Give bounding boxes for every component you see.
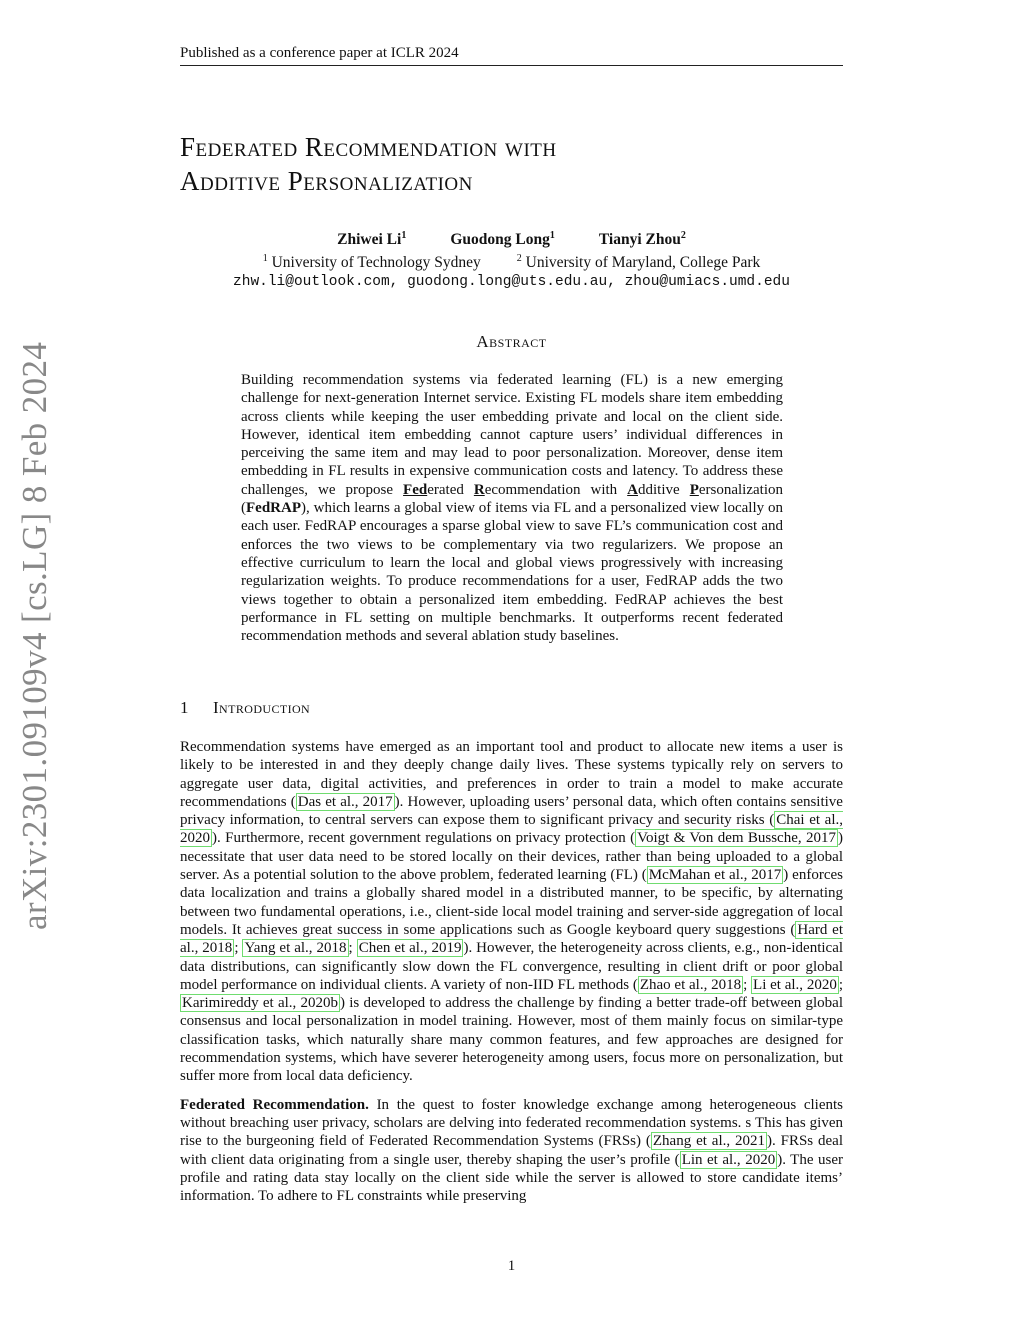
affiliation-2: $^2$ University of Maryland, College Park bbox=[516, 253, 761, 272]
author-3: Tianyi Zhou$^2$ bbox=[598, 230, 686, 249]
paper-title bbox=[180, 130, 843, 198]
section-number: 1 bbox=[180, 698, 189, 717]
author-emails[interactable]: zhw.li@outlook.com, guodong.long@uts.edu.au, zhou@umiacs.umd.edu bbox=[233, 274, 790, 291]
citation-link[interactable]: Das et al., 2017 bbox=[297, 793, 393, 810]
paragraph: Recommendation systems have emerged as an important tool and product to allocate new items a user is likely to be interested in and they deeply change daily lives. These systems typically rely on servers to aggregate user data, digital activities, and preferences in order to train a model to make accurate recommendations ( Das et al., 2017 ). However, uploading users’ personal data, which often contains sensitive privacy information, to central servers can expose them to significant privacy and security risks ( Chai et al., 2020 ). Furthermore, recent government regulations on privacy protection ( Voigt & Von dem Bussche, 2017 ) necessitate that user data need to be stored locally on their devices, rather than being uploaded to a global server. As a potential solution to the above problem, federated learning (FL) ( McMahan et al., 2017 ) enforces data localization and trains a globally shared model in a distributed manner, to be specific, by alternating between two fundamental operations, i.e., client-side local model training and server-side aggregation of local models. It achieves great success in some applications such as Google keyboard query suggestions ( Hard et al., 2018 ; Yang et al., 2018 ; Chen et al., 2019 ). However, the heterogeneity across clients, e.g., non-identical data distributions, can significantly slow down the FL convergence, resulting in client drift or poor global model performance on individual clients. A variety of non-IID FL methods ( Zhao et al., 2018 ; Li et al., 2020 ; Karimireddy et al., 2020b ) is developed to address the challenge by finding a better trade-off between global consensus and local personalization in model training. However, most of them mainly focus on similar-type classification tasks, which naturally share many common features, and few approaches are designed for recommendation systems, which have severer heterogeneity among users, focus more on personalization, but suffer more from local data deficiency. bbox=[180, 739, 844, 1085]
citation-link[interactable]: Chai et al., 2020 bbox=[180, 812, 843, 847]
paragraph-lead: Federated Recommendation. bbox=[180, 1096, 369, 1113]
citation-link[interactable]: Lin et al., 2020 bbox=[681, 1151, 776, 1168]
running-header: Published as a conference paper at ICLR 2024 bbox=[180, 44, 843, 66]
citation-link[interactable]: Yang et al., 2018 bbox=[244, 940, 347, 957]
title-line-2: Additive Personalization bbox=[180, 166, 473, 196]
page-number: 1 bbox=[507, 1258, 516, 1274]
abstract-heading: Abstract bbox=[476, 332, 547, 351]
citation-link[interactable]: Chen et al., 2019 bbox=[358, 940, 462, 957]
arxiv-identifier: arXiv:2301.09109v4 [cs.LG] 8 Feb 2024 bbox=[15, 341, 54, 930]
abstract-text: Building recommendation systems via federated learning (FL) is a new emerging challenge for next-generation Internet service. Existing FL models share item embedding across clients while keeping the user embedding private and local on the client side. However, identical item embedding cannot capture users’ individual differences in perceiving the same item and may lead to poor personalization. Moreover, dense item embedding in FL results in expensive communication costs and latency. To address these challenges, we propose Federated Recommendation with Additive Personalization (FedRAP), which learns a global view of items via FL and a personalized view locally on each user. FedRAP encourages a sparse global view to save FL’s communication cost and enforces the two views to be complementary via two regularizers. We propose an effective curriculum to learn the local and global views progressively with increasing regularization weights. To produce recommendations for a user, FedRAP adds the two views together to obtain a personalized item embedding. FedRAP achieves the best performance in FL setting on multiple benchmarks. It outperforms recent federated recommendation methods and several ablation study baselines. bbox=[241, 372, 783, 645]
citation-link[interactable]: Karimireddy et al., 2020b bbox=[182, 995, 339, 1012]
affiliation-1: $^1$ University of Technology Sydney bbox=[262, 253, 481, 272]
section-title: Introduction bbox=[213, 698, 311, 717]
title-line-1: Federated Recommendation with bbox=[180, 132, 557, 162]
citation-link[interactable]: McMahan et al., 2017 bbox=[648, 867, 782, 884]
citation-link[interactable]: Li et al., 2020 bbox=[753, 976, 837, 993]
citation-link[interactable]: Voigt & Von dem Bussche, 2017 bbox=[637, 830, 836, 847]
citation-link[interactable]: Hard et al., 2018 bbox=[180, 921, 843, 957]
author-names bbox=[180, 226, 843, 249]
author-2: Guodong Long$^1$ bbox=[450, 230, 555, 249]
author-1: Zhiwei Li$^1$ bbox=[337, 230, 407, 249]
section-heading-introduction bbox=[180, 698, 843, 718]
author-block bbox=[180, 226, 843, 292]
citation-link[interactable]: Zhang et al., 2021 bbox=[652, 1133, 765, 1150]
introduction-body bbox=[180, 738, 843, 1215]
paragraph: Federated Recommendation. In the quest to foster knowledge exchange among heterogeneous clients without breaching user privacy, scholars are delving into federated recommendation systems. s This has given rise to the burgeoning field of Federated Recommendation Systems (FRSs) ( Zhang et al., 2021 ). FRSs deal with client data originating from a single user, thereby shaping the user’s profile ( Lin et al., 2020 ). The user profile and rating data stay locally on the client side while the server is allowed to store candidate items’ information. To adhere to FL constraints while preserving bbox=[180, 1096, 844, 1205]
affiliations bbox=[180, 249, 843, 272]
citation-link[interactable]: Zhao et al., 2018 bbox=[639, 976, 742, 993]
